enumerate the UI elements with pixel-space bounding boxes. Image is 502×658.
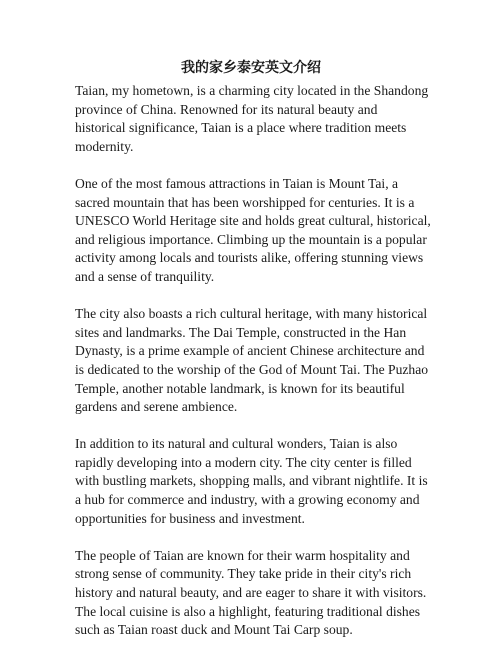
paragraph-modern-city: In addition to its natural and cultural wonders, Taian is also rapidly developing into a modern city. The city center is filled with bustling markets, shopping malls, and vibrant nightlife. It is a hub for commerce and industry, with a growing economy and opportunities for business and investment. xyxy=(75,436,428,526)
paragraph-intro: Taian, my hometown, is a charming city located in the Shandong province of China. Renowned for its natural beauty and historical significance, Taian is a place where tradition meets modernity. xyxy=(75,83,429,154)
document-title: 我的家乡泰安英文介绍 xyxy=(181,60,321,76)
paragraph-people: The people of Taian are known for their warm hospitality and strong sense of community. They take pride in their city's rich history and natural beauty, and are eager to share it with visitors. The local cuisine is also a highlight, featuring traditional dishes such as Taian roast duck and Mount Tai Carp soup. xyxy=(75,547,427,638)
paragraph-cultural-heritage: The city also boasts a rich cultural heritage, with many historical sites and landmarks. The Dai Temple, constructed in the Han Dynasty, is a prime example of ancient Chinese architecture and is dedicated to the worship of the God of Mount Tai. The Puzhao Temple, another notable landmark, is known for its beautiful gardens and serene ambience. xyxy=(75,306,429,415)
paragraph-mount-tai: One of the most famous attractions in Taian is Mount Tai, a sacred mountain that has been worshipped for centuries. It is a UNESCO World Heritage site and holds great cultural, historical, and religious importance. Climbing up the mountain is a popular activity among locals and tourists alike, offering stunning views and a sense of tranquility. xyxy=(75,175,431,284)
document-body xyxy=(75,82,431,658)
